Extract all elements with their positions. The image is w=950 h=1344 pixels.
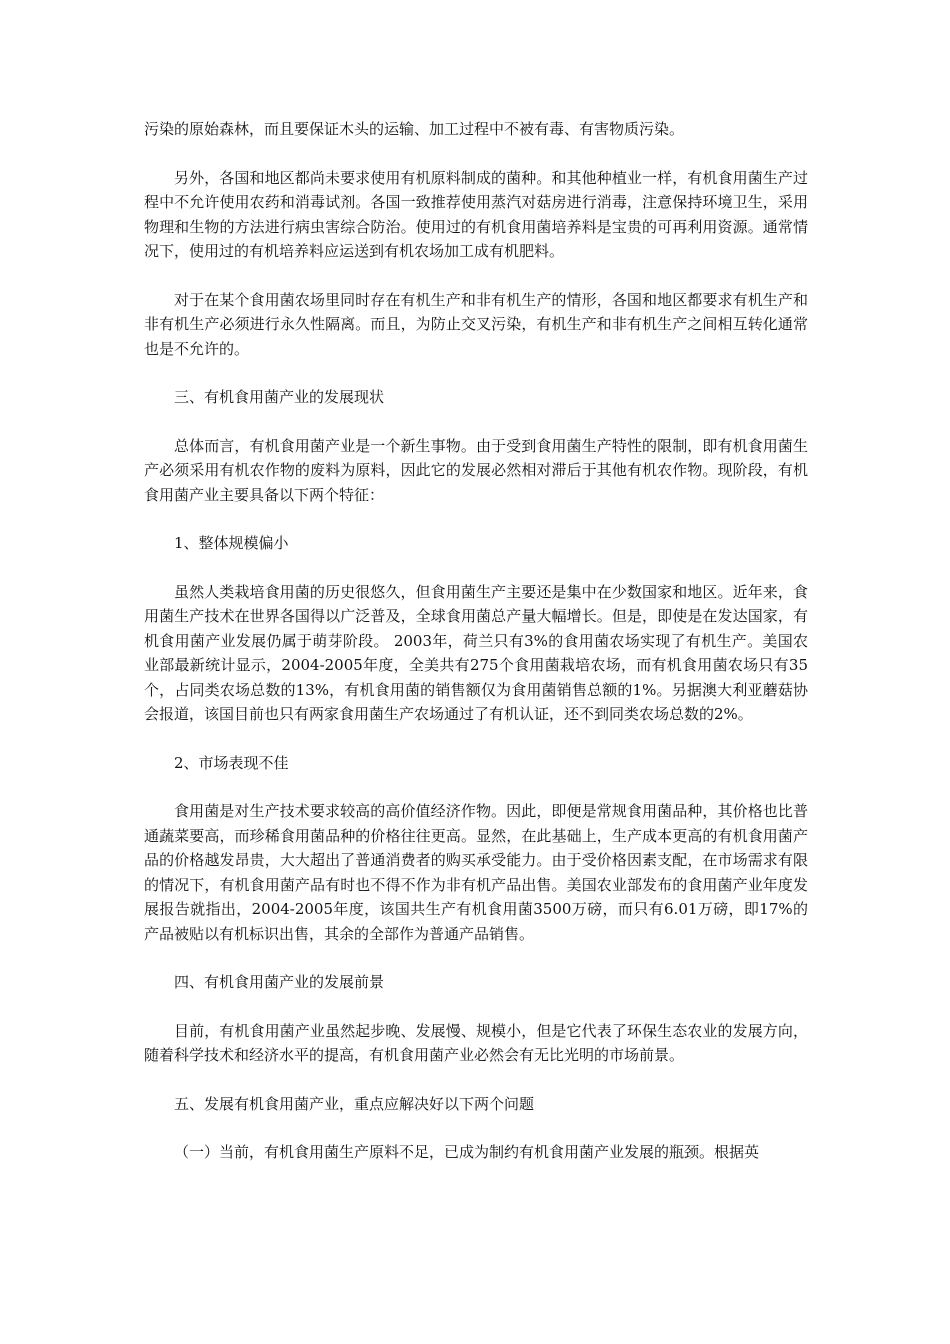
subsection-heading: 1、整体规模偏小 bbox=[174, 534, 289, 552]
paragraph: 污染的原始森林，而且要保证木头的运输、加工过程中不被有毒、有害物质污染。 bbox=[144, 120, 685, 138]
section-heading: 三、有机食用菌产业的发展现状 bbox=[174, 388, 385, 406]
paragraph: 对于在某个食用菌农场里同时存在有机生产和非有机生产的情形，各国和地区都要求有机生产和非有机生产必须进行永久性隔离。而且，为防止交叉污染，有机生产和非有机生产之间相互转化通常也是不允许的。 bbox=[144, 290, 808, 358]
section-heading: 四、有机食用菌产业的发展前景 bbox=[174, 973, 385, 991]
paragraph: （一）当前，有机食用菌生产原料不足，已成为制约有机食用菌产业发展的瓶颈。根据英 bbox=[174, 1143, 760, 1161]
paragraph: 食用菌是对生产技术要求较高的高价值经济作物。因此，即便是常规食用菌品种，其价格也比普通蔬菜要高，而珍稀食用菌品种的价格往往更高。显然，在此基础上，生产成本更高的有机食用菌产品的价格越发昂贵，大大超出了普通消费者的购买承受能力。由于受价格因素支配，在市场需求有限的情况下，有机食用菌产品有时也不得不作为非有机产品出售。美国农业部发布的食用菌产业年度发展报告就指出，2004-2005年度，该国共生产有机食用菌3500万磅，而只有6.01万磅，即17%的产品被贴以有机标识出售，其余的全部作为普通产品销售。 bbox=[144, 802, 808, 943]
paragraph: 目前，有机食用菌产业虽然起步晚、发展慢、规模小，但是它代表了环保生态农业的发展方向，随着科学技术和经济水平的提高，有机食用菌产业必然会有无比光明的市场前景。 bbox=[144, 1021, 808, 1064]
document-body bbox=[144, 117, 808, 1165]
paragraph: 另外，各国和地区都尚未要求使用有机原料制成的菌种。和其他种植业一样，有机食用菌生产过程中不允许使用农药和消毒试剂。各国一致推荐使用蒸汽对菇房进行消毒，注意保持环境卫生，采用物理和生物的方法进行病虫害综合防治。使用过的有机食用菌培养料是宝贵的可再利用资源。通常情况下，使用过的有机培养料应运送到有机农场加工成有机肥料。 bbox=[144, 168, 808, 260]
paragraph: 虽然人类栽培食用菌的历史很悠久，但食用菌生产主要还是集中在少数国家和地区。近年来，食用菌生产技术在世界各国得以广泛普及，全球食用菌总产量大幅增长。但是，即使是在发达国家，有机食用菌产业发展仍属于萌芽阶段。 2003年，荷兰只有3%的食用菌农场实现了有机生产。美国农业部最新统计显示，2004-2005年度，全美共有275个食用菌栽培农场，而有机食用菌农场只有35个，占同类农场总数的13%，有机食用菌的销售额仅为食用菌销售总额的1%。另据澳大利亚蘑菇协会报道，该国目前也只有两家食用菌生产农场通过了有机认证，还不到同类农场总数的2%。 bbox=[144, 582, 808, 723]
paragraph: 总体而言，有机食用菌产业是一个新生事物。由于受到食用菌生产特性的限制，即有机食用菌生产必须采用有机农作物的废料为原料，因此它的发展必然相对滞后于其他有机农作物。现阶段，有机食用菌产业主要具备以下两个特征： bbox=[144, 436, 808, 504]
subsection-heading: 2、市场表现不佳 bbox=[174, 753, 289, 772]
section-heading: 五、发展有机食用菌产业，重点应解决好以下两个问题 bbox=[174, 1094, 535, 1113]
